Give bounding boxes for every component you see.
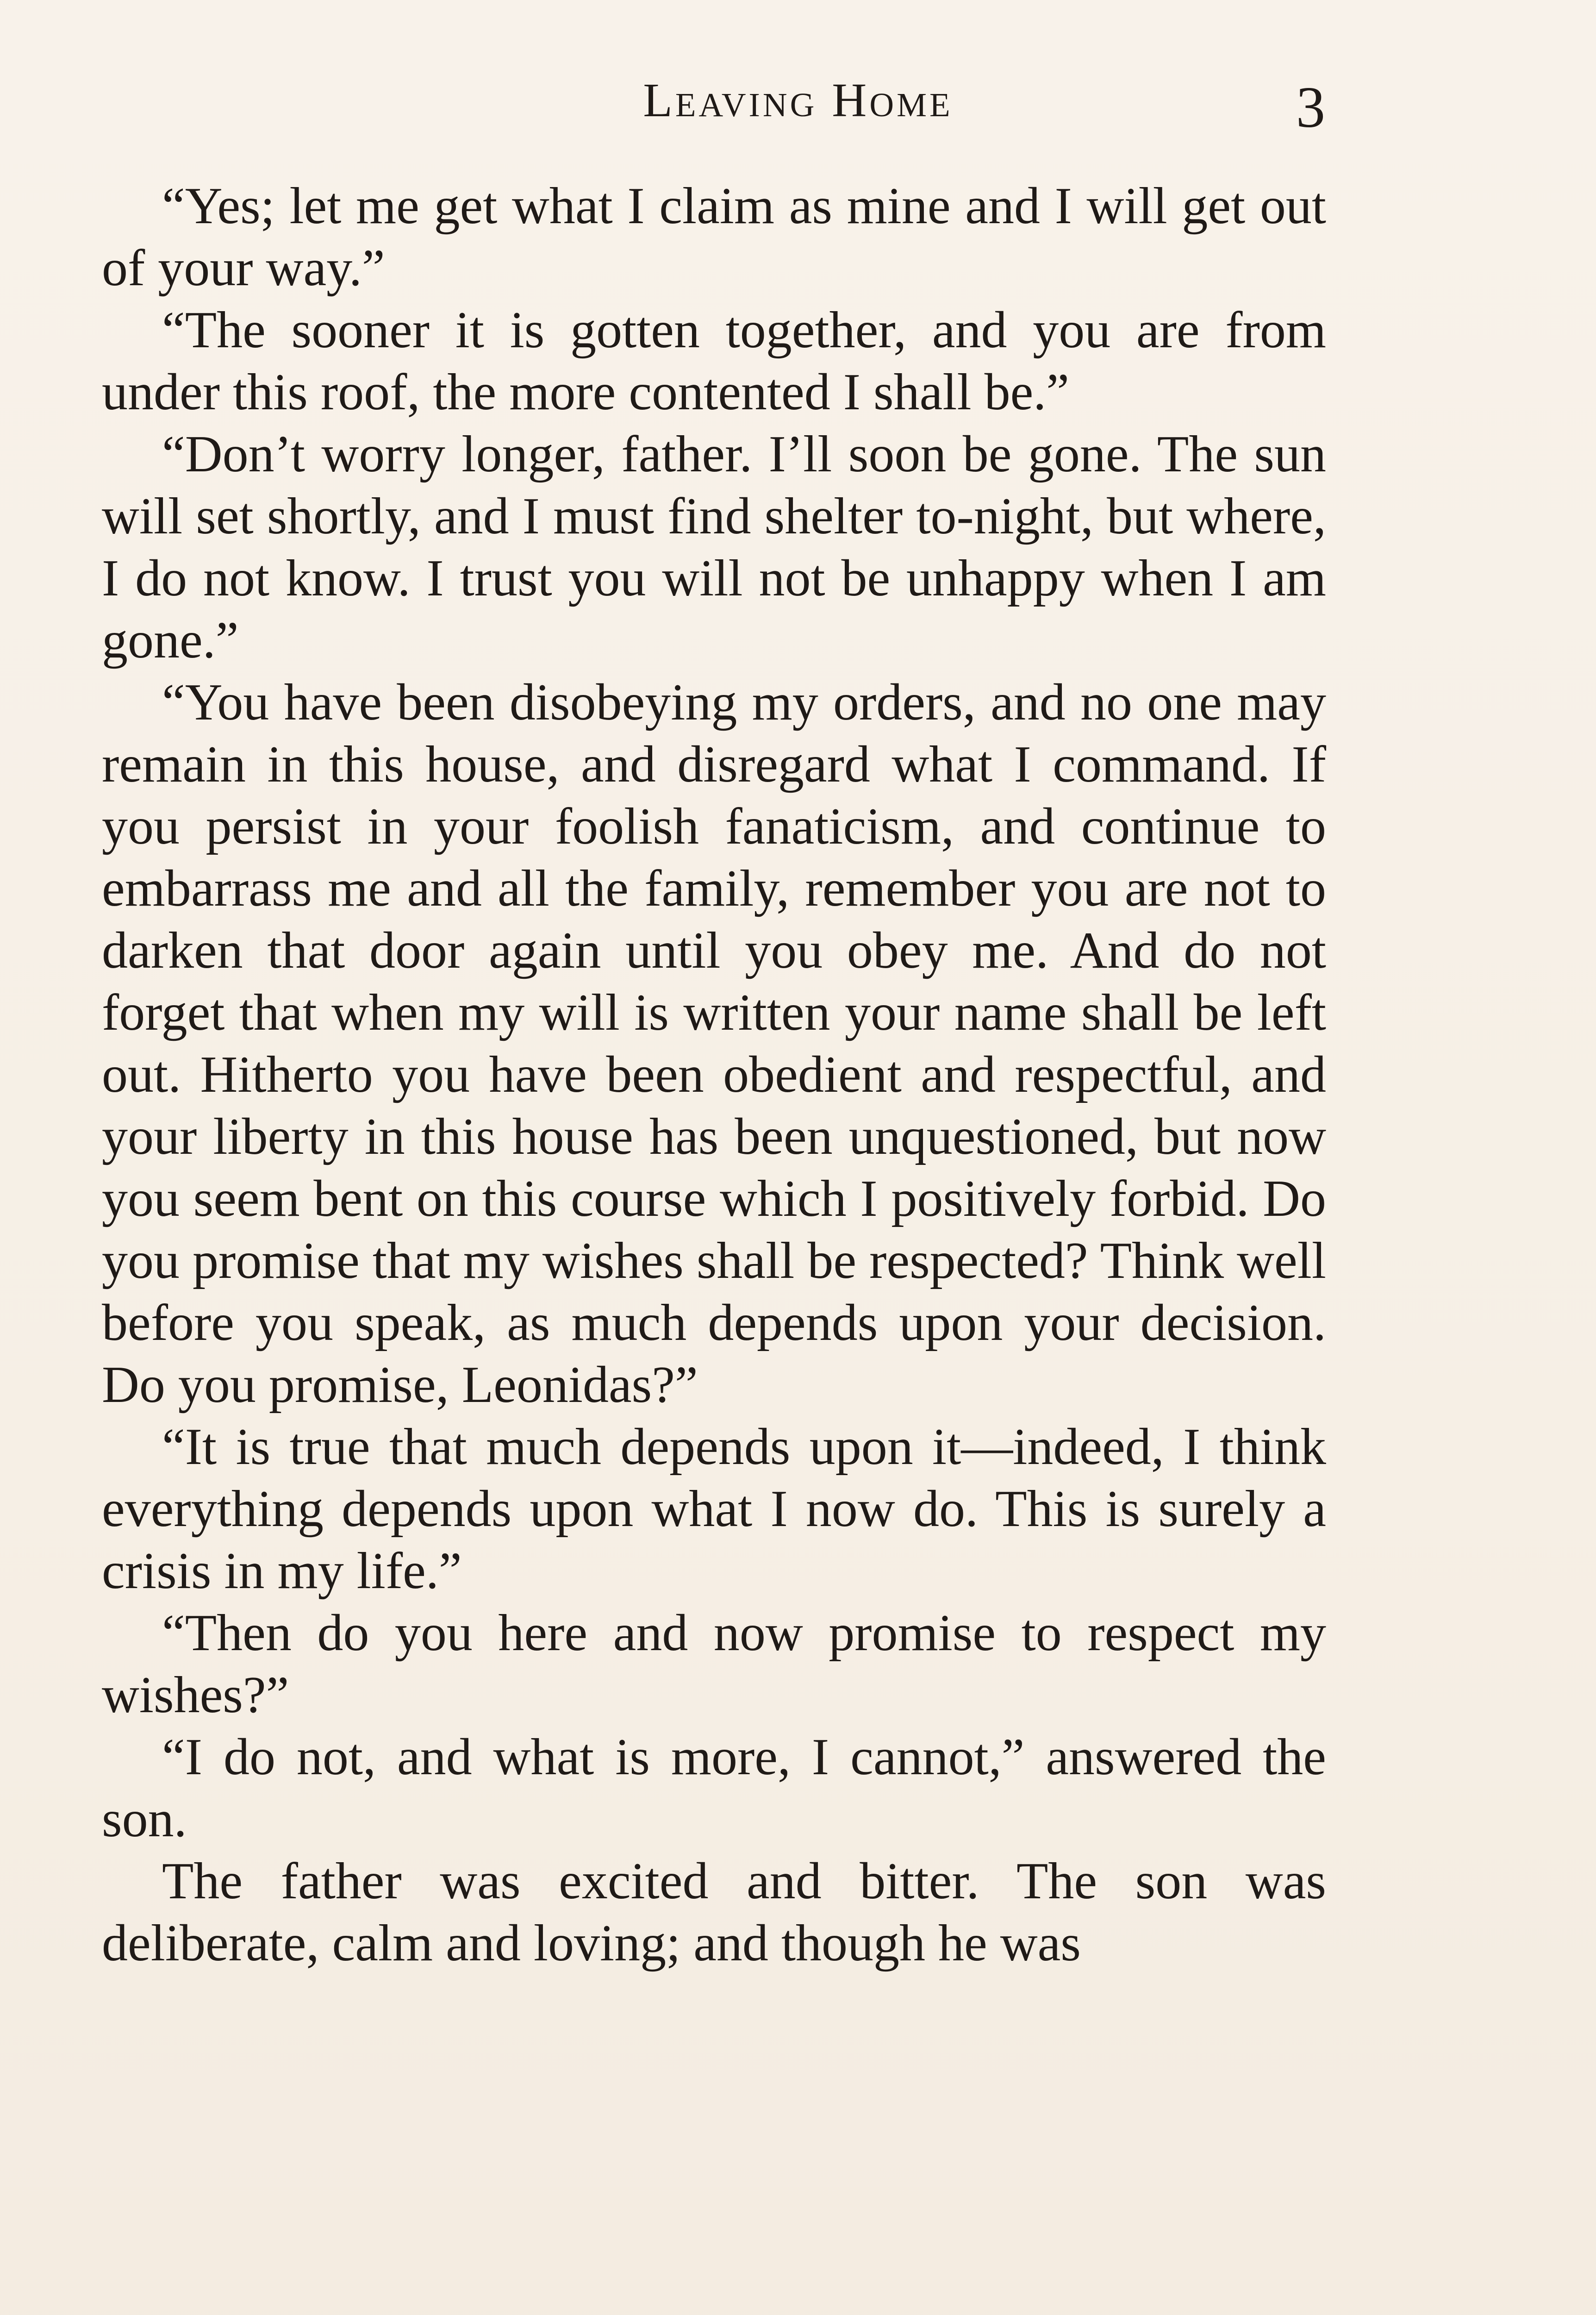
running-header: Leaving Home [643,74,953,127]
paragraph-1: “Yes; let me get what I claim as mine and I will get out of your way.” [102,177,1326,297]
paragraph-5: “It is true that much depends upon it—indeed, I think everything depends upon what I now do. This is surely a crisis in my life.” [102,1418,1326,1600]
page-number: 3 [1296,75,1325,140]
paragraph-8: The father was excited and bitter. The son was deliberate, calm and loving; and though he was [102,1852,1326,1972]
paragraph-7: “I do not, and what is more, I cannot,” answered the son. [102,1728,1326,1848]
paragraph-3: “Don’t worry longer, father. I’ll soon be gone. The sun will set shortly, and I must find shelter to-night, but where, I do not know. I trust you will not be unhappy when I am gone.” [102,425,1326,669]
paragraph-6: “Then do you here and now promise to respect my wishes?” [102,1604,1326,1724]
body-text [102,175,1326,1974]
paragraph-4: “You have been disobeying my orders, and no one may remain in this house, and disregard what I command. If you persist in your foolish fanaticism, and continue to embarrass me and all the family, remember you are not to darken that door again until you obey me. And do not forget that when my will is written your name shall be left out. Hitherto you have been obedient and respectful, and your liberty in this house has been unquestioned, but now you seem bent on this course which I positively forbid. Do you promise that my wishes shall be respected? Think well before you speak, as much depends upon your decision. Do you promise, Leonidas?” [102,674,1326,1414]
paragraph-2: “The sooner it is gotten together, and you are from under this roof, the more contented I shall be.” [102,301,1326,421]
